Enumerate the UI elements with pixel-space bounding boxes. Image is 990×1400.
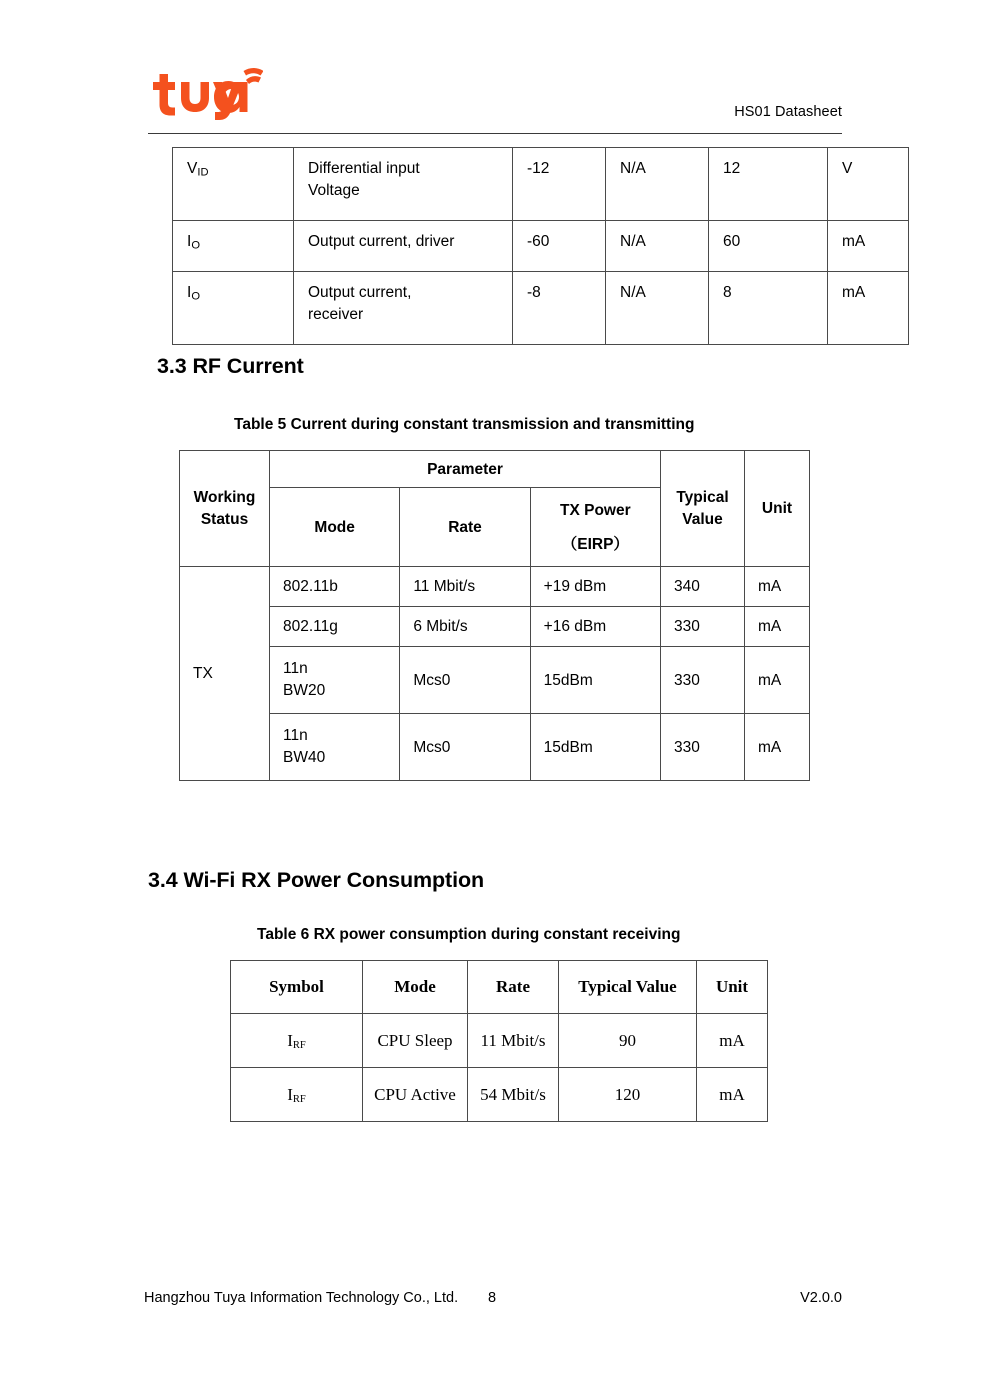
cell-typical-value: 330 [661,647,745,714]
symbol-base: V [187,160,198,177]
cell-mode [270,714,400,781]
cell-min: -12 [513,148,606,221]
cell-rate: Mcs0 [400,647,530,714]
page-header [148,62,842,136]
header-rate: Rate [400,488,530,567]
cell-mode: CPU Sleep [363,1014,468,1068]
symbol-subscript: ID [197,166,209,179]
header-unit: Unit [745,451,810,567]
cell-max: 60 [709,221,828,272]
cell-rate: 54 Mbit/s [468,1068,559,1122]
table-6-caption: Table 6 RX power consumption during constant receiving [257,926,681,943]
document-title: HS01 Datasheet [734,104,842,120]
symbol-base: I [287,1084,293,1104]
cell-mode [270,647,400,714]
cell-symbol [231,1068,363,1122]
cell-unit: mA [745,567,810,607]
table-5-caption: Table 5 Current during constant transmission and transmitting [234,416,695,433]
description-line-1: Differential input [308,160,420,177]
page-footer [144,1288,842,1308]
rx-power-table [230,960,768,1122]
cell-typ: N/A [606,272,709,345]
cell-typical-value: 120 [559,1068,697,1122]
footer-company: Hangzhou Tuya Information Technology Co., Ltd. [144,1290,459,1306]
cell-typical-value: 340 [661,567,745,607]
cell-tx-power: +19 dBm [530,567,660,607]
header-divider [148,133,842,134]
mode-line-2: BW20 [283,682,326,699]
description-line-1: Output current, driver [308,233,455,250]
table-row [180,607,810,647]
cell-symbol [173,272,294,345]
symbol-subscript: RF [292,1039,306,1051]
table-header-row-1 [180,451,810,488]
cell-unit: V [828,148,909,221]
symbol-subscript: RF [292,1093,306,1105]
section-heading-rf-current: 3.3 RF Current [157,354,304,378]
cell-description [294,221,513,272]
header-unit: Unit [697,961,768,1014]
cell-mode: CPU Active [363,1068,468,1122]
table-row [231,1068,768,1122]
symbol-base: I [187,284,192,301]
cell-typ: N/A [606,221,709,272]
cell-max: 12 [709,148,828,221]
rf-current-table [179,450,810,781]
typical-value-line-2: Value [682,510,723,528]
cell-unit: mA [745,607,810,647]
cell-unit: mA [745,647,810,714]
cell-rate: Mcs0 [400,714,530,781]
tuya-logo [148,68,263,120]
header-working-status [180,451,270,567]
typical-value-line-1: Typical [676,488,729,506]
table-row [173,221,909,272]
tx-power-label: TX Power [560,501,631,519]
cell-description [294,148,513,221]
header-typical-value [661,451,745,567]
cell-min: -60 [513,221,606,272]
cell-tx-power: +16 dBm [530,607,660,647]
tx-power-eirp-label: （EIRP） [561,535,629,553]
cell-typical-value: 330 [661,714,745,781]
symbol-subscript: O [191,239,200,252]
absolute-ratings-table [172,147,909,345]
cell-rate: 6 Mbit/s [400,607,530,647]
cell-symbol [231,1014,363,1068]
header-mode: Mode [270,488,400,567]
cell-rate: 11 Mbit/s [400,567,530,607]
footer-version: V2.0.0 [800,1290,842,1306]
description-line-2: Voltage [308,182,360,199]
description-line-1: Output current, [308,284,412,301]
section-heading-rx-power: 3.4 Wi-Fi RX Power Consumption [148,868,485,892]
cell-typ: N/A [606,148,709,221]
cell-typical-value: 90 [559,1014,697,1068]
description-line-2: receiver [308,306,364,323]
cell-unit: mA [697,1014,768,1068]
header-symbol: Symbol [231,961,363,1014]
cell-mode: 802.11b [270,567,400,607]
header-typical-value: Typical Value [559,961,697,1014]
header-parameter: Parameter [270,451,661,488]
cell-tx-power: 15dBm [530,714,660,781]
cell-unit: mA [697,1068,768,1122]
cell-unit: mA [745,714,810,781]
cell-description [294,272,513,345]
cell-tx-power: 15dBm [530,647,660,714]
header-rate: Rate [468,961,559,1014]
table-header-row [231,961,768,1014]
cell-working-status: TX [180,567,270,781]
header-tx-power [530,488,660,567]
symbol-subscript: O [191,290,200,303]
cell-unit: mA [828,272,909,345]
table-row [180,714,810,781]
table-row [180,647,810,714]
table-row [173,272,909,345]
footer-page-number: 8 [488,1290,497,1306]
cell-typical-value: 330 [661,607,745,647]
working-status-line-2: Status [200,510,249,528]
cell-unit: mA [828,221,909,272]
cell-min: -8 [513,272,606,345]
cell-max: 8 [709,272,828,345]
table-row [231,1014,768,1068]
mode-line-1: 11n [283,727,308,744]
table-row [180,567,810,607]
symbol-base: I [287,1030,293,1050]
cell-mode: 802.11g [270,607,400,647]
mode-line-1: 11n [283,660,308,677]
cell-rate: 11 Mbit/s [468,1014,559,1068]
header-mode: Mode [363,961,468,1014]
mode-line-2: BW40 [283,749,326,766]
table-row [173,148,909,221]
cell-symbol [173,148,294,221]
symbol-base: I [187,233,192,250]
cell-symbol [173,221,294,272]
working-status-line-1: Working [193,488,256,506]
